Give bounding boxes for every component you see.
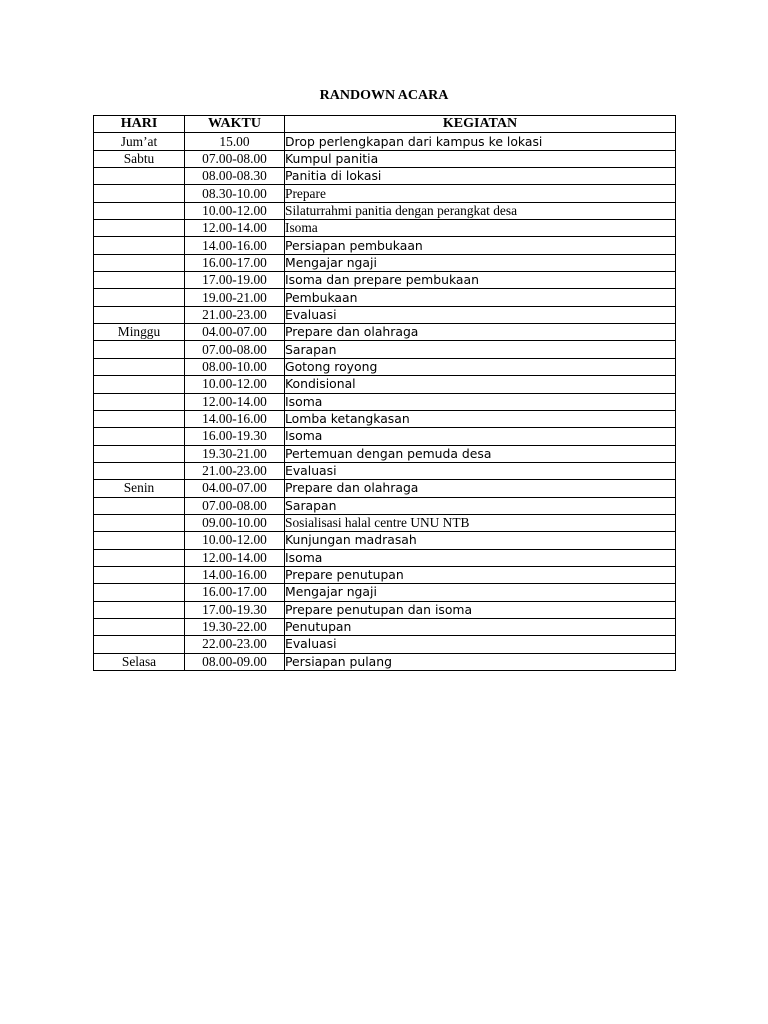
cell-waktu: 10.00-12.00 xyxy=(185,202,285,219)
table-row xyxy=(94,393,676,410)
cell-waktu: 22.00-23.00 xyxy=(185,636,285,653)
cell-kegiatan: Panitia di lokasi xyxy=(285,168,676,185)
table-row xyxy=(94,272,676,289)
cell-hari: Selasa xyxy=(94,653,185,670)
table-row xyxy=(94,324,676,341)
cell-hari xyxy=(94,549,185,566)
cell-waktu: 14.00-16.00 xyxy=(185,237,285,254)
header-kegiatan: KEGIATAN xyxy=(285,116,676,133)
cell-hari xyxy=(94,220,185,237)
cell-kegiatan: Persiapan pembukaan xyxy=(285,237,676,254)
cell-kegiatan: Isoma xyxy=(285,393,676,410)
table-row xyxy=(94,636,676,653)
table-row xyxy=(94,618,676,635)
cell-kegiatan: Sosialisasi halal centre UNU NTB xyxy=(285,514,676,531)
cell-waktu: 19.00-21.00 xyxy=(185,289,285,306)
table-row xyxy=(94,584,676,601)
schedule-body xyxy=(94,133,676,671)
header-waktu: WAKTU xyxy=(185,116,285,133)
table-row xyxy=(94,289,676,306)
cell-hari xyxy=(94,601,185,618)
cell-hari: Senin xyxy=(94,480,185,497)
table-row xyxy=(94,480,676,497)
cell-waktu: 07.00-08.00 xyxy=(185,150,285,167)
table-row xyxy=(94,341,676,358)
table-row xyxy=(94,514,676,531)
cell-waktu: 21.00-23.00 xyxy=(185,462,285,479)
cell-hari: Sabtu xyxy=(94,150,185,167)
cell-kegiatan: Prepare xyxy=(285,185,676,202)
table-row xyxy=(94,358,676,375)
cell-kegiatan: Silaturrahmi panitia dengan perangkat desa xyxy=(285,202,676,219)
table-row xyxy=(94,150,676,167)
cell-kegiatan: Prepare dan olahraga xyxy=(285,480,676,497)
cell-kegiatan: Sarapan xyxy=(285,497,676,514)
cell-hari: Jum’at xyxy=(94,133,185,150)
cell-kegiatan: Kondisional xyxy=(285,376,676,393)
cell-hari xyxy=(94,185,185,202)
table-row xyxy=(94,254,676,271)
table-row xyxy=(94,428,676,445)
cell-waktu: 14.00-16.00 xyxy=(185,410,285,427)
table-row xyxy=(94,653,676,670)
cell-kegiatan: Kumpul panitia xyxy=(285,150,676,167)
cell-waktu: 07.00-08.00 xyxy=(185,341,285,358)
cell-hari xyxy=(94,358,185,375)
cell-waktu: 08.00-10.00 xyxy=(185,358,285,375)
cell-waktu: 12.00-14.00 xyxy=(185,220,285,237)
cell-hari xyxy=(94,393,185,410)
cell-waktu: 10.00-12.00 xyxy=(185,376,285,393)
cell-kegiatan: Prepare penutupan xyxy=(285,566,676,583)
cell-waktu: 19.30-21.00 xyxy=(185,445,285,462)
cell-waktu: 04.00-07.00 xyxy=(185,480,285,497)
cell-kegiatan: Prepare dan olahraga xyxy=(285,324,676,341)
header-hari: HARI xyxy=(94,116,185,133)
table-row xyxy=(94,497,676,514)
cell-kegiatan: Penutupan xyxy=(285,618,676,635)
cell-waktu: 17.00-19.00 xyxy=(185,272,285,289)
table-row xyxy=(94,601,676,618)
cell-kegiatan: Drop perlengkapan dari kampus ke lokasi xyxy=(285,133,676,150)
cell-waktu: 10.00-12.00 xyxy=(185,532,285,549)
table-row xyxy=(94,566,676,583)
cell-waktu: 16.00-17.00 xyxy=(185,584,285,601)
cell-waktu: 16.00-19.30 xyxy=(185,428,285,445)
schedule-table xyxy=(93,115,676,671)
cell-kegiatan: Evaluasi xyxy=(285,636,676,653)
cell-hari xyxy=(94,636,185,653)
cell-waktu: 15.00 xyxy=(185,133,285,150)
cell-hari xyxy=(94,272,185,289)
cell-kegiatan: Isoma xyxy=(285,220,676,237)
cell-hari xyxy=(94,168,185,185)
cell-waktu: 09.00-10.00 xyxy=(185,514,285,531)
cell-kegiatan: Pembukaan xyxy=(285,289,676,306)
cell-hari xyxy=(94,254,185,271)
cell-hari xyxy=(94,532,185,549)
cell-kegiatan: Pertemuan dengan pemuda desa xyxy=(285,445,676,462)
cell-waktu: 19.30-22.00 xyxy=(185,618,285,635)
cell-waktu: 07.00-08.00 xyxy=(185,497,285,514)
table-header-row xyxy=(94,116,676,133)
cell-hari xyxy=(94,376,185,393)
cell-kegiatan: Kunjungan madrasah xyxy=(285,532,676,549)
cell-waktu: 16.00-17.00 xyxy=(185,254,285,271)
cell-hari xyxy=(94,462,185,479)
cell-hari xyxy=(94,566,185,583)
cell-kegiatan: Mengajar ngaji xyxy=(285,584,676,601)
cell-kegiatan: Lomba ketangkasan xyxy=(285,410,676,427)
cell-waktu: 14.00-16.00 xyxy=(185,566,285,583)
cell-waktu: 08.00-09.00 xyxy=(185,653,285,670)
cell-waktu: 12.00-14.00 xyxy=(185,549,285,566)
cell-kegiatan: Evaluasi xyxy=(285,462,676,479)
cell-waktu: 04.00-07.00 xyxy=(185,324,285,341)
cell-kegiatan: Isoma xyxy=(285,428,676,445)
cell-waktu: 08.30-10.00 xyxy=(185,185,285,202)
table-row xyxy=(94,532,676,549)
cell-hari xyxy=(94,514,185,531)
cell-kegiatan: Isoma xyxy=(285,549,676,566)
cell-hari: Minggu xyxy=(94,324,185,341)
table-row xyxy=(94,549,676,566)
cell-hari xyxy=(94,202,185,219)
cell-hari xyxy=(94,497,185,514)
cell-kegiatan: Sarapan xyxy=(285,341,676,358)
table-row xyxy=(94,220,676,237)
cell-kegiatan: Persiapan pulang xyxy=(285,653,676,670)
table-row xyxy=(94,410,676,427)
cell-waktu: 12.00-14.00 xyxy=(185,393,285,410)
table-row xyxy=(94,445,676,462)
cell-kegiatan: Gotong royong xyxy=(285,358,676,375)
cell-hari xyxy=(94,341,185,358)
cell-kegiatan: Isoma dan prepare pembukaan xyxy=(285,272,676,289)
cell-kegiatan: Evaluasi xyxy=(285,306,676,323)
cell-kegiatan: Prepare penutupan dan isoma xyxy=(285,601,676,618)
table-row xyxy=(94,185,676,202)
cell-hari xyxy=(94,289,185,306)
cell-waktu: 21.00-23.00 xyxy=(185,306,285,323)
document-title: RANDOWN ACARA xyxy=(319,88,449,103)
cell-hari xyxy=(94,306,185,323)
table-row xyxy=(94,376,676,393)
cell-waktu: 08.00-08.30 xyxy=(185,168,285,185)
cell-hari xyxy=(94,445,185,462)
cell-hari xyxy=(94,618,185,635)
cell-kegiatan: Mengajar ngaji xyxy=(285,254,676,271)
cell-hari xyxy=(94,428,185,445)
table-row xyxy=(94,237,676,254)
cell-waktu: 17.00-19.30 xyxy=(185,601,285,618)
cell-hari xyxy=(94,237,185,254)
table-row xyxy=(94,133,676,150)
table-row xyxy=(94,306,676,323)
cell-hari xyxy=(94,584,185,601)
table-row xyxy=(94,168,676,185)
table-row xyxy=(94,202,676,219)
cell-hari xyxy=(94,410,185,427)
table-row xyxy=(94,462,676,479)
